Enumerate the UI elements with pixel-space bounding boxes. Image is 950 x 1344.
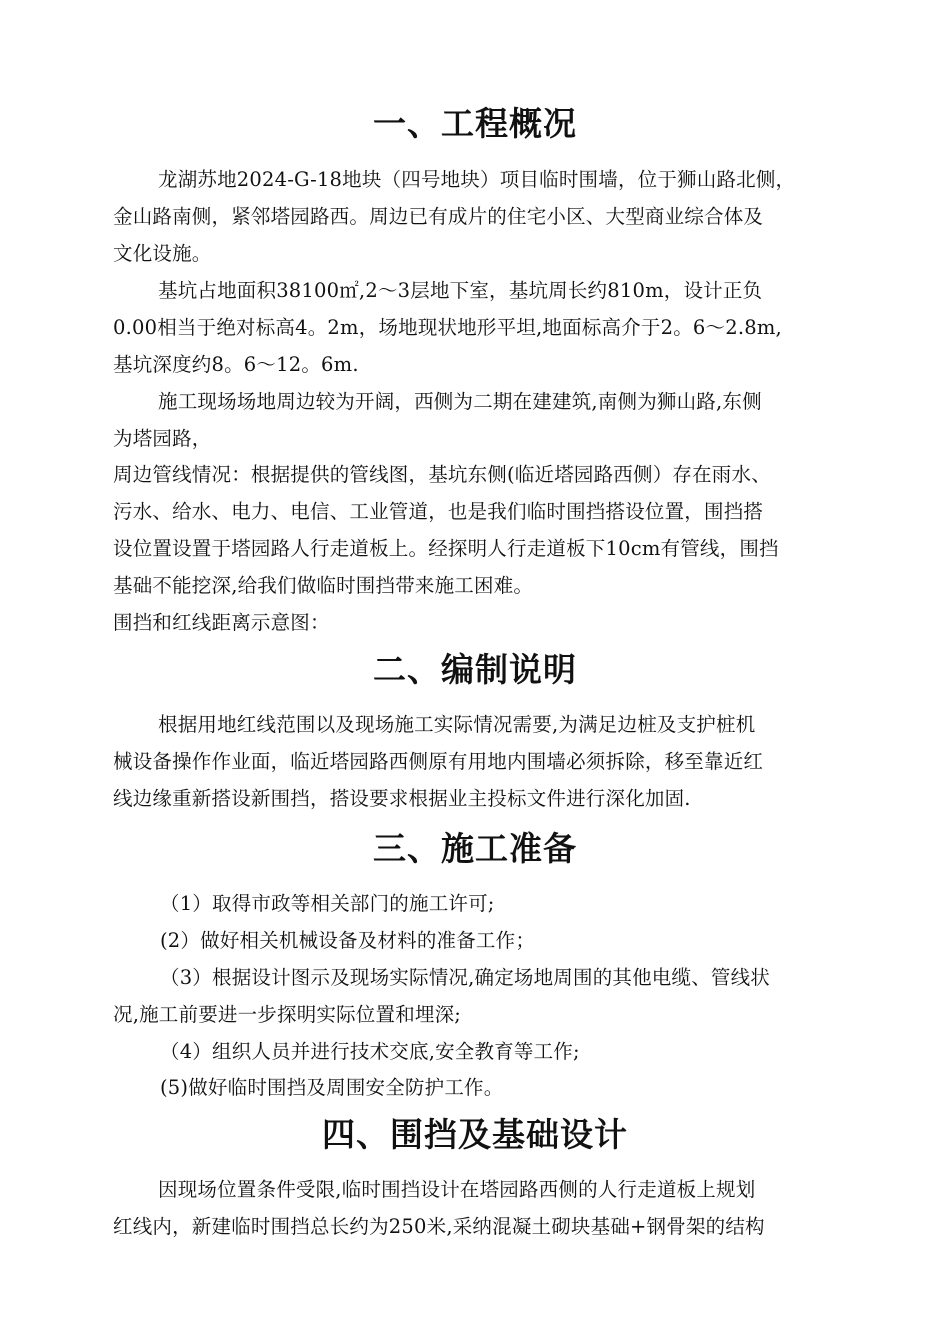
section-3-item-3: （3）根据设计图示及现场实际情况,确定场地周围的其他电缆、管线状 [160,966,771,989]
section-1-line-5: 0.00相当于绝对标高4。2m，场地现状地形平坦,地面标高介于2。6～2.8m, [113,316,782,339]
section-1-line-7: 施工现场场地周边较为开阔，西侧为二期在建建筑,南侧为狮山路,东侧 [158,390,762,413]
section-2-line-3: 线边缘重新搭设新围挡，搭设要求根据业主投标文件进行深化加固. [113,787,691,810]
section-1-line-1: 龙湖苏地2024-G-18地块（四号地块）项目临时围墙，位于狮山路北侧， [158,168,796,191]
section-3-item-1: （1）取得市政等相关部门的施工许可; [160,892,495,915]
section-2-line-2: 械设备操作作业面，临近塔园路西侧原有用地内围墙必须拆除，移至靠近红 [113,750,764,773]
section-1-line-4: 基坑占地面积38100㎡,2～3层地下室，基坑周长约810m，设计正负 [158,279,763,302]
section-4-line-1: 因现场位置条件受限,临时围挡设计在塔园路西侧的人行走道板上规划 [158,1178,756,1201]
section-1-line-8: 为塔园路， [113,427,212,450]
section-1-line-10: 污水、给水、电力、电信、工业管道，也是我们临时围挡搭设位置，围挡搭 [113,500,764,523]
section-1-line-11: 设位置设置于塔园路人行走道板上。经探明人行走道板下10cm有管线，围挡 [113,537,779,560]
section-4-heading: 四、围挡及基础设计 [322,1115,628,1154]
section-1-line-9: 周边管线情况：根据提供的管线图，基坑东侧(临近塔园路西侧）存在雨水、 [113,463,771,486]
section-2-line-1: 根据用地红线范围以及现场施工实际情况需要,为满足边桩及支护桩机 [158,713,756,736]
section-1-heading: 一、工程概况 [373,104,577,143]
section-3-heading: 三、施工准备 [373,829,577,868]
section-1-line-13: 围挡和红线距离示意图： [113,611,330,634]
section-1-line-3: 文化设施。 [113,242,212,265]
section-3-item-2: (2）做好相关机械设备及材料的准备工作； [160,929,536,952]
section-3-item-3-cont: 况,施工前要进一步探明实际位置和埋深; [113,1003,462,1026]
section-4-line-2: 红线内，新建临时围挡总长约为250米,采纳混凝土砌块基础+钢骨架的结构 [113,1215,765,1238]
section-1-line-12: 基础不能挖深,给我们做临时围挡带来施工困难。 [113,574,534,597]
section-3-item-5: (5)做好临时围挡及周围安全防护工作。 [160,1076,504,1099]
section-1-line-6: 基坑深度约8。6～12。6m. [113,353,359,376]
section-2-heading: 二、编制说明 [373,650,577,689]
section-3-item-4: （4）组织人员并进行技术交底,安全教育等工作; [160,1040,580,1063]
section-1-line-2: 金山路南侧，紧邻塔园路西。周边已有成片的住宅小区、大型商业综合体及 [113,205,764,228]
